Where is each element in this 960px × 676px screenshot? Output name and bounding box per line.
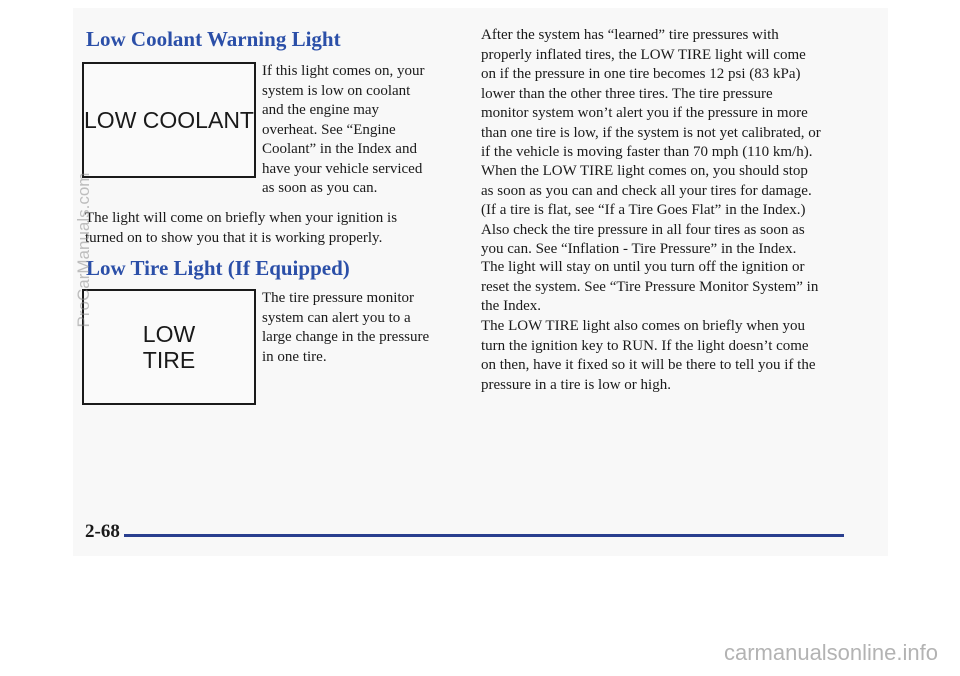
low-coolant-indicator (82, 62, 256, 178)
low-tire-heading: Low Tire Light (If Equipped) (86, 256, 350, 280)
tire-stop-paragraph: When the LOW TIRE light comes on, you should stop as soon as you can and check all your tires for damage. (If a tire is flat, see “If a Tire Goes Flat” in the Index.) Also check the tire pressure in all four tires as soon as you can. See “Inflation - Tire Pressure” in the Index. (481, 163, 812, 257)
low-tire-indicator-line1: LOW (142, 321, 196, 347)
tire-reset-paragraph: The light will stay on until you turn off the ignition or reset the system. See “Tire Pressure Monitor System” in the Index. (481, 259, 819, 314)
page-number: 2-68 (85, 521, 120, 542)
low-coolant-indicator-label: LOW COOLANT (84, 106, 254, 133)
low-tire-indicator (82, 289, 256, 405)
tire-learn-paragraph: After the system has “learned” tire pressures with properly inflated tires, the LOW TIRE light will come on if the pressure in one tire becomes 12 psi (83 kPa) lower than the other three tires. The tire pressure monitor system won’t alert you if the pressure in more than one tire is low, if the system is not yet calibrated, or if the vehicle is moving faster than 70 mph (110 km/h). (481, 27, 821, 160)
side-watermark: ProCarManuals.com (74, 172, 93, 328)
low-tire-indicator-line2: TIRE (142, 347, 196, 373)
footer-rule (124, 534, 844, 537)
tire-run-check-paragraph: The LOW TIRE light also comes on briefly when you turn the ignition key to RUN. If the light doesn’t come on then, have it fixed so it will be there to tell you if the pressure in a tire is low or high. (481, 318, 816, 393)
bottom-watermark: carmanualsonline.info (723, 640, 938, 665)
low-coolant-note: The light will come on briefly when your ignition is turned on to show you that it is working properly. (85, 210, 398, 246)
low-tire-description: The tire pressure monitor system can alert you to a large change in the pressure in one tire. (262, 290, 430, 365)
low-coolant-heading: Low Coolant Warning Light (86, 27, 341, 51)
low-coolant-description: If this light comes on, your system is low on coolant and the engine may overheat. See “Engine Coolant” in the Index and have your vehicle serviced as soon as you can. (262, 63, 425, 196)
